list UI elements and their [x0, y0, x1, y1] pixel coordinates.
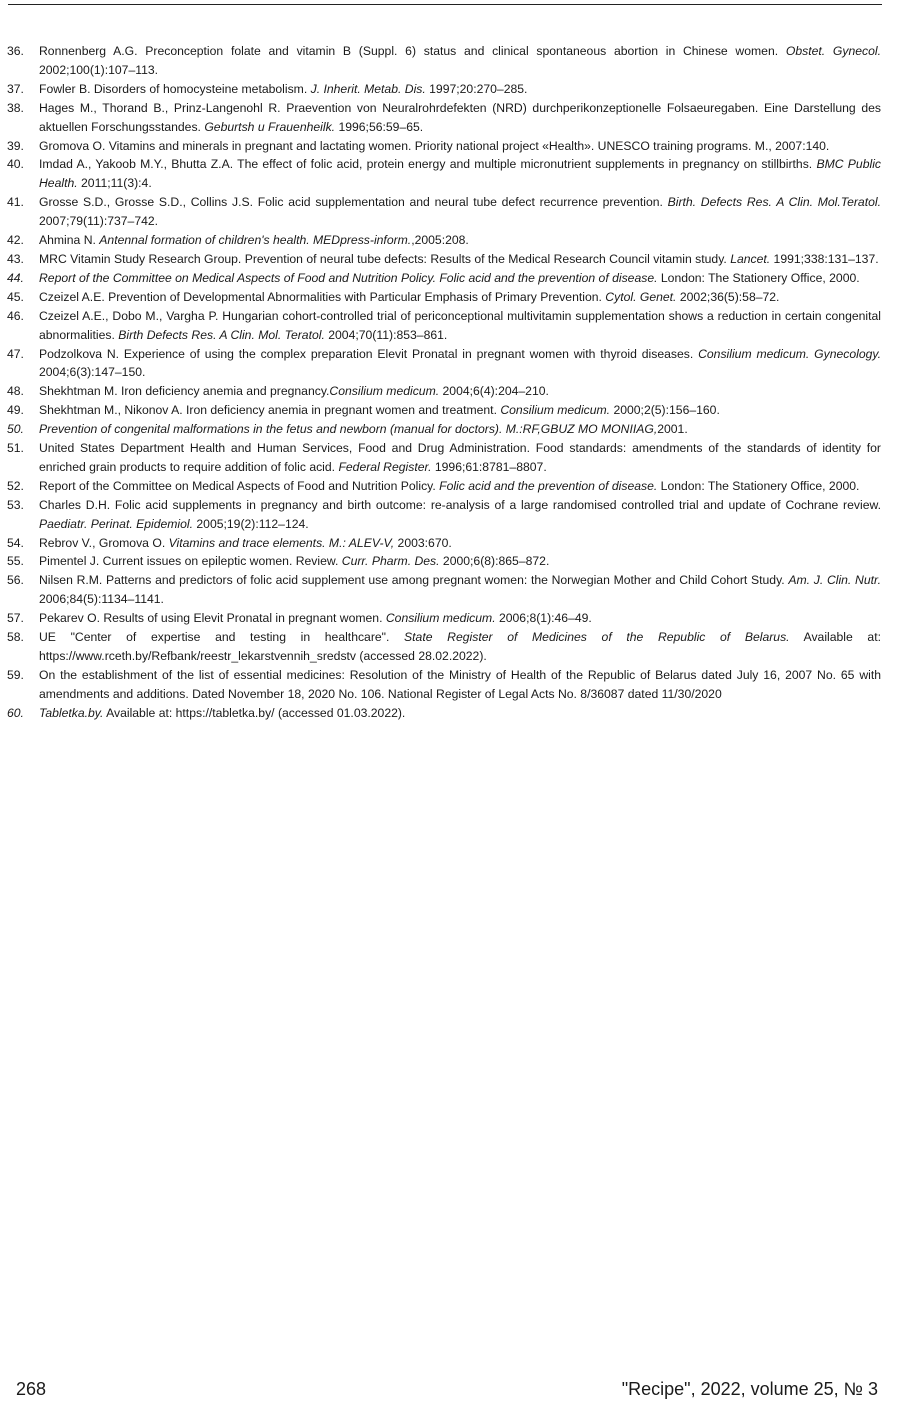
reference-text-run: 2001.	[657, 422, 688, 437]
reference-list	[7, 42, 881, 723]
reference-number: 53.	[7, 497, 24, 512]
reference-text-italic: Consilium medicum.	[329, 384, 440, 399]
reference-text-italic: BMC Public Health.	[39, 157, 881, 191]
reference-item	[7, 552, 881, 571]
reference-number: 38.	[7, 100, 24, 115]
reference-item	[7, 401, 881, 420]
reference-number: 55.	[7, 554, 24, 569]
reference-text-italic: Am. J. Clin. Nutr.	[788, 573, 881, 588]
reference-text-run: Charles D.H. Folic acid supplements in pregnancy and birth outcome: re-analysis of a large randomised controlled trial and update of Cochrane review.	[39, 497, 881, 512]
reference-text-run: London: The Stationery Office, 2000.	[657, 270, 860, 285]
reference-text	[39, 231, 881, 250]
reference-text-run: MRC Vitamin Study Research Group. Prevention of neural tube defects: Results of the Medical Research Council vitamin study.	[39, 251, 731, 266]
reference-text-italic: Birth Defects Res. A Clin. Mol. Teratol.	[118, 327, 325, 342]
reference-text-run: 1997;20:270–285.	[425, 81, 528, 96]
reference-item	[7, 250, 881, 269]
reference-item	[7, 628, 881, 666]
reference-text	[39, 269, 881, 288]
reference-text	[39, 137, 881, 156]
reference-text	[39, 704, 881, 723]
reference-text	[39, 552, 881, 571]
reference-text-run: Hages M., Thorand B., Prinz-Langenohl R. Praevention von Neuralrohrdefekten (NRD) durchperikonzeptionelle Folsaeuregaben. Eine Darstellung des aktuellen Forschungsstandes.	[39, 100, 881, 134]
reference-text	[39, 439, 881, 477]
reference-text	[39, 288, 881, 307]
reference-item	[7, 155, 881, 193]
reference-text-italic: Consilium medicum. Gynecology.	[698, 346, 881, 361]
reference-number: 40.	[7, 157, 24, 172]
reference-item	[7, 288, 881, 307]
reference-number: 39.	[7, 138, 24, 153]
reference-text-run: 2002;36(5):58–72.	[676, 289, 780, 304]
reference-text	[39, 628, 881, 666]
reference-text-run: Available at: https://tabletka.by/ (accessed 01.03.2022).	[103, 705, 406, 720]
reference-text-run: 2004;6(4):204–210.	[439, 384, 549, 399]
reference-text	[39, 307, 881, 345]
reference-text-run: Fowler B. Disorders of homocysteine metabolism.	[39, 81, 311, 96]
reference-text-italic: Consilium medicum.	[500, 403, 611, 418]
reference-text	[39, 193, 881, 231]
reference-item	[7, 345, 881, 383]
reference-text-run: 2006;84(5):1134–1141.	[39, 592, 164, 607]
reference-text-italic: Lancet.	[730, 251, 771, 266]
reference-text-italic: Curr. Pharm. Des.	[341, 554, 440, 569]
reference-item	[7, 42, 881, 80]
reference-text-run: Shekhtman M., Nikonov A. Iron deficiency anemia in pregnant women and treatment.	[39, 403, 501, 418]
reference-text-run: On the establishment of the list of essential medicines: Resolution of the Ministry of Health of the Republic of Belarus dated July 16, 2007 No. 65 with amendments and additions. Dated November 18, 2020 No. 106. National Register of Legal Acts No. 8/36087 dated 11/30/2020	[39, 667, 881, 701]
reference-text-run: Imdad A., Yakoob M.Y., Bhutta Z.A. The effect of folic acid, protein energy and multiple micronutrient supplements in pregnancy on stillbirths.	[39, 157, 817, 172]
reference-item	[7, 80, 881, 99]
reference-number: 50.	[7, 422, 24, 437]
reference-text-run: Ronnenberg A.G. Preconception folate and vitamin B (Suppl. 6) status and clinical spontaneous abortion in Chinese women.	[39, 44, 786, 58]
reference-text-run: 2000;6(8):865–872.	[439, 554, 550, 569]
reference-text-run: Czeizel A.E., Dobo M., Vargha P. Hungarian cohort-controlled trial of periconceptional multivitamin supplementation shows a reduction in certain congenital abnormalities.	[39, 308, 881, 342]
reference-text-run: Grosse S.D., Grosse S.D., Collins J.S. Folic acid supplementation and neural tube defect recurrence prevention.	[39, 195, 668, 210]
reference-text-run: 2004;6(3):147–150.	[39, 365, 146, 380]
page-number: 268	[16, 1379, 47, 1399]
reference-text-italic: Prevention of congenital malformations in the fetus and newborn (manual for doctors). M.:RF,GBUZ MO MONIIAG,	[39, 422, 658, 437]
reference-item	[7, 571, 881, 609]
reference-item	[7, 231, 881, 250]
reference-number: 56.	[7, 573, 24, 588]
reference-text-italic: Report of the Committee on Medical Aspects of Food and Nutrition Policy. Folic acid and the prevention of disease.	[39, 270, 658, 285]
reference-number: 44.	[7, 270, 24, 285]
reference-item	[7, 137, 881, 156]
reference-item	[7, 496, 881, 534]
reference-text-italic: Vitamins and trace elements. M.: ALEV-V,	[168, 535, 395, 550]
reference-text-run: United States Department Health and Human Services, Food and Drug Administration. Food standards: amendments of the standards of identity for enriched grain products to require addition of folic acid.	[39, 441, 881, 474]
reference-item	[7, 99, 881, 137]
reference-text-italic: Consilium medicum.	[385, 611, 496, 626]
reference-item	[7, 666, 881, 704]
reference-item	[7, 193, 881, 231]
reference-item	[7, 439, 881, 477]
reference-item	[7, 704, 881, 723]
reference-item	[7, 382, 881, 401]
reference-text	[39, 382, 881, 401]
reference-number: 57.	[7, 611, 24, 626]
reference-text	[39, 477, 881, 496]
reference-text-run: ,2005:208.	[411, 233, 469, 248]
reference-text-run: 2005;19(2):112–124.	[193, 516, 309, 531]
reference-text-run: Available at: https://www.rceth.by/Refbank/reestr_lekarstvennih_sredstv (accessed 28.02.2022).	[39, 630, 881, 663]
reference-text-run: 2011;11(3):4.	[77, 176, 152, 191]
reference-text-run: Pekarev O. Results of using Elevit Pronatal in pregnant women.	[39, 611, 386, 626]
reference-item	[7, 420, 881, 439]
reference-text-italic: Paediatr. Perinat. Epidemiol.	[39, 516, 194, 531]
reference-text	[39, 420, 881, 439]
reference-text-run: UE "Center of expertise and testing in healthcare".	[39, 630, 405, 645]
reference-text-run: 2007;79(11):737–742.	[39, 214, 159, 229]
reference-text	[39, 80, 881, 99]
reference-item	[7, 534, 881, 553]
reference-number: 43.	[7, 251, 24, 266]
reference-item	[7, 307, 881, 345]
reference-text-run: Pimentel J. Current issues on epileptic women. Review.	[39, 554, 342, 569]
reference-text-run: 1991;338:131–137.	[770, 251, 879, 266]
reference-text	[39, 155, 881, 193]
reference-text-italic: Cytol. Genet.	[605, 289, 677, 304]
reference-text-run: Ahmina N.	[39, 233, 100, 248]
reference-text	[39, 345, 881, 383]
top-rule	[8, 4, 882, 5]
reference-number: 37.	[7, 81, 24, 96]
reference-text-italic: Federal Register.	[338, 459, 432, 474]
reference-text-run: London: The Stationery Office, 2000.	[657, 478, 860, 493]
reference-text-run: 2002;100(1):107–113.	[39, 62, 159, 77]
reference-text-run: 2004;70(11):853–861.	[324, 327, 448, 342]
reference-text	[39, 496, 881, 534]
reference-number: 45.	[7, 289, 24, 304]
journal-issue: "Recipe", 2022, volume 25, № 3	[621, 1379, 878, 1399]
reference-text-italic: Geburtsh u Frauenheilk.	[204, 119, 336, 134]
reference-text-run: Shekhtman M. Iron deficiency anemia and pregnancy.	[39, 384, 330, 399]
reference-number: 46.	[7, 308, 24, 323]
reference-text-italic: Obstet. Gynecol.	[785, 44, 881, 58]
reference-text-run: 1996;61:8781–8807.	[431, 459, 547, 474]
reference-text	[39, 401, 881, 420]
reference-text-italic: State Register of Medicines of the Republic of Belarus.	[404, 630, 790, 645]
reference-number: 52.	[7, 478, 24, 493]
reference-text	[39, 42, 881, 80]
reference-text-run: 1996;56:59–65.	[335, 119, 424, 134]
reference-text	[39, 250, 881, 269]
reference-number: 49.	[7, 403, 24, 418]
reference-text-italic: Antennal formation of children's health. MEDpress-inform.	[99, 233, 412, 248]
reference-number: 58.	[7, 630, 24, 645]
reference-text	[39, 609, 881, 628]
reference-text	[39, 534, 881, 553]
reference-text-italic: J. Inherit. Metab. Dis.	[310, 81, 426, 96]
reference-number: 42.	[7, 233, 24, 248]
reference-text	[39, 99, 881, 137]
reference-text-run: Czeizel A.E. Prevention of Developmental Abnormalities with Particular Emphasis of Primary Prevention.	[39, 289, 606, 304]
reference-number: 59.	[7, 667, 24, 682]
reference-number: 47.	[7, 346, 24, 361]
reference-number: 60.	[7, 705, 24, 720]
reference-number: 51.	[7, 441, 24, 456]
reference-text-run: Podzolkova N. Experience of using the complex preparation Elevit Pronatal in pregnant women with thyroid diseases.	[39, 346, 699, 361]
reference-number: 41.	[7, 195, 24, 210]
reference-text-run: 2000;2(5):156–160.	[610, 403, 720, 418]
reference-text-run: Rebrov V., Gromova O.	[39, 535, 169, 550]
reference-number: 54.	[7, 535, 24, 550]
reference-text-run: 2006;8(1):46–49.	[495, 611, 592, 626]
reference-text-italic: Tabletka.by.	[39, 705, 104, 720]
reference-text-italic: Folic acid and the prevention of disease.	[439, 478, 658, 493]
reference-text-run: Nilsen R.M. Patterns and predictors of folic acid supplement use among pregnant women: the Norwegian Mother and Child Cohort Study.	[39, 573, 789, 588]
reference-text	[39, 571, 881, 609]
reference-text-run: Gromova O. Vitamins and minerals in pregnant and lactating women. Priority national project «Health». UNESCO training programs. M., 2007:140.	[39, 138, 830, 153]
reference-text-run: 2003:670.	[394, 535, 452, 550]
reference-item	[7, 609, 881, 628]
reference-item	[7, 269, 881, 288]
reference-text-italic: Birth. Defects Res. A Clin. Mol.Teratol.	[667, 195, 881, 210]
reference-item	[7, 477, 881, 496]
reference-text-run: Report of the Committee on Medical Aspects of Food and Nutrition Policy.	[39, 478, 440, 493]
reference-number: 36.	[7, 44, 24, 58]
reference-text	[39, 666, 881, 704]
reference-number: 48.	[7, 384, 24, 399]
